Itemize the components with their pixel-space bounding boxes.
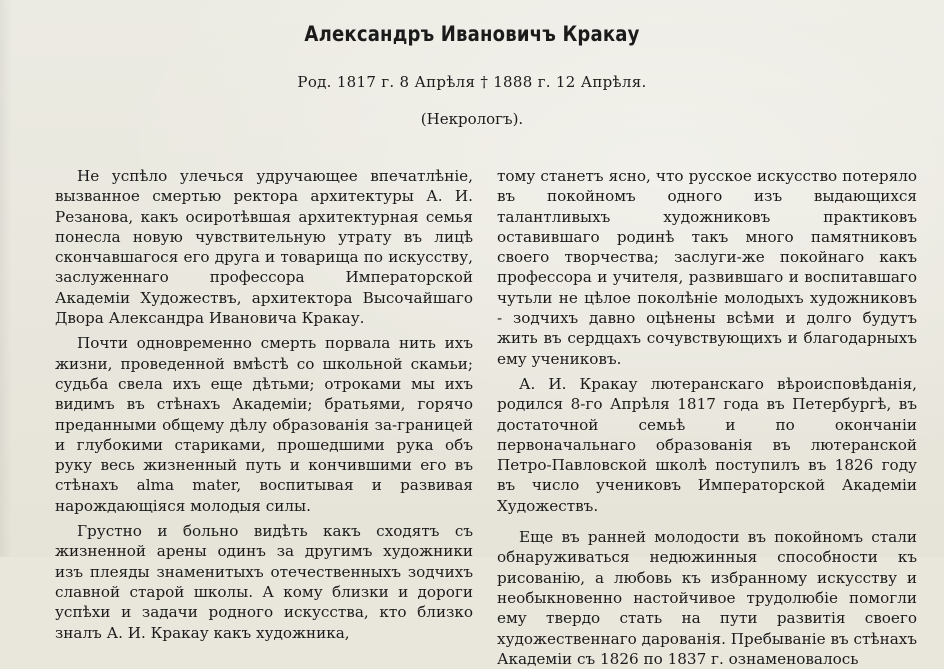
- life-dates: Род. 1817 г. 8 Апрѣля † 1888 г. 12 Апрѣля.: [297, 73, 647, 91]
- right-column: [497, 166, 917, 669]
- article-title: Александръ Ивановичъ Кракау: [304, 22, 640, 46]
- paragraph: Грустно и больно видѣть какъ сходятъ съ жизненной арены одинъ за другимъ художники изъ плеяды знаменитыхъ отечественныхъ зодчихъ славной старой школы. А кому близки и дороги успѣхи и задачи родного искусства, кто близко зналъ А. И. Кракау какъ художника,: [55, 522, 473, 642]
- left-column: [55, 166, 473, 643]
- paragraph: Не успѣло улечься удручающее впечатлѣніе, вызванное смертью ректора архитектуры А. И. Резанова, какъ осиротѣвшая архитектурная семья понесла новую чувствительную утрату въ лицѣ скончавшагося его друга и товарища по искусству, заслуженнаго профессора Императорской Академіи Художествъ, архитектора Высочайшаго Двора Александра Ивановича Кракау.: [55, 167, 473, 328]
- article-subtitle: (Некрологъ).: [420, 110, 524, 128]
- paragraph: тому станетъ ясно, что русское искусство потеряло въ покойномъ одного изъ выдающихся талантливыхъ художниковъ практиковъ оставившаго родинѣ такъ много памятниковъ своего творчества; заслуги-же покойнаго какъ профессора и учителя, развившаго и воспитавшаго чутьли не цѣлое поколѣніе молодыхъ художниковъ - зодчихъ давно оцѣнены всѣми и долго будутъ жить въ сердцахъ сочувствующихъ и благодарныхъ ему учениковъ.: [497, 167, 917, 368]
- paragraph: Почти одновременно смерть порвала нить ихъ жизни, проведенной вмѣстѣ со школьной скамьи; судьба свела ихъ еще дѣтьми; отроками мы ихъ видимъ въ стѣнахъ Академіи; братьями, горячо преданными общему дѣлу образованія за-границей и глубокими стариками, прошедшими рука объ руку весь жизненный путь и кончившими его въ стѣнахъ alma mater, воспитывая и развивая нарождающіяся молодыя силы.: [55, 334, 473, 515]
- paragraph: А. И. Кракау лютеранскаго вѣроисповѣданія, родился 8-го Апрѣля 1817 года въ Петербургѣ, въ достаточной семьѣ и по окончаніи первоначальнаго образованія въ лютеранской Петро-Павловской школѣ поступилъ въ 1826 году въ число учениковъ Императорской Академіи Художествъ.: [497, 374, 917, 515]
- paragraph: Еще въ ранней молодости въ покойномъ стали обнаруживаться недюжинныя способности къ рисованію, а любовь къ избранному искусству и необыкновенно настойчивое трудолюбіе помогли ему твердо стать на пути развитія своего художественнаго дарованія. Пребываніе въ стѣнахъ Академіи съ 1826 по 1837 г. ознаменовалось: [497, 528, 917, 668]
